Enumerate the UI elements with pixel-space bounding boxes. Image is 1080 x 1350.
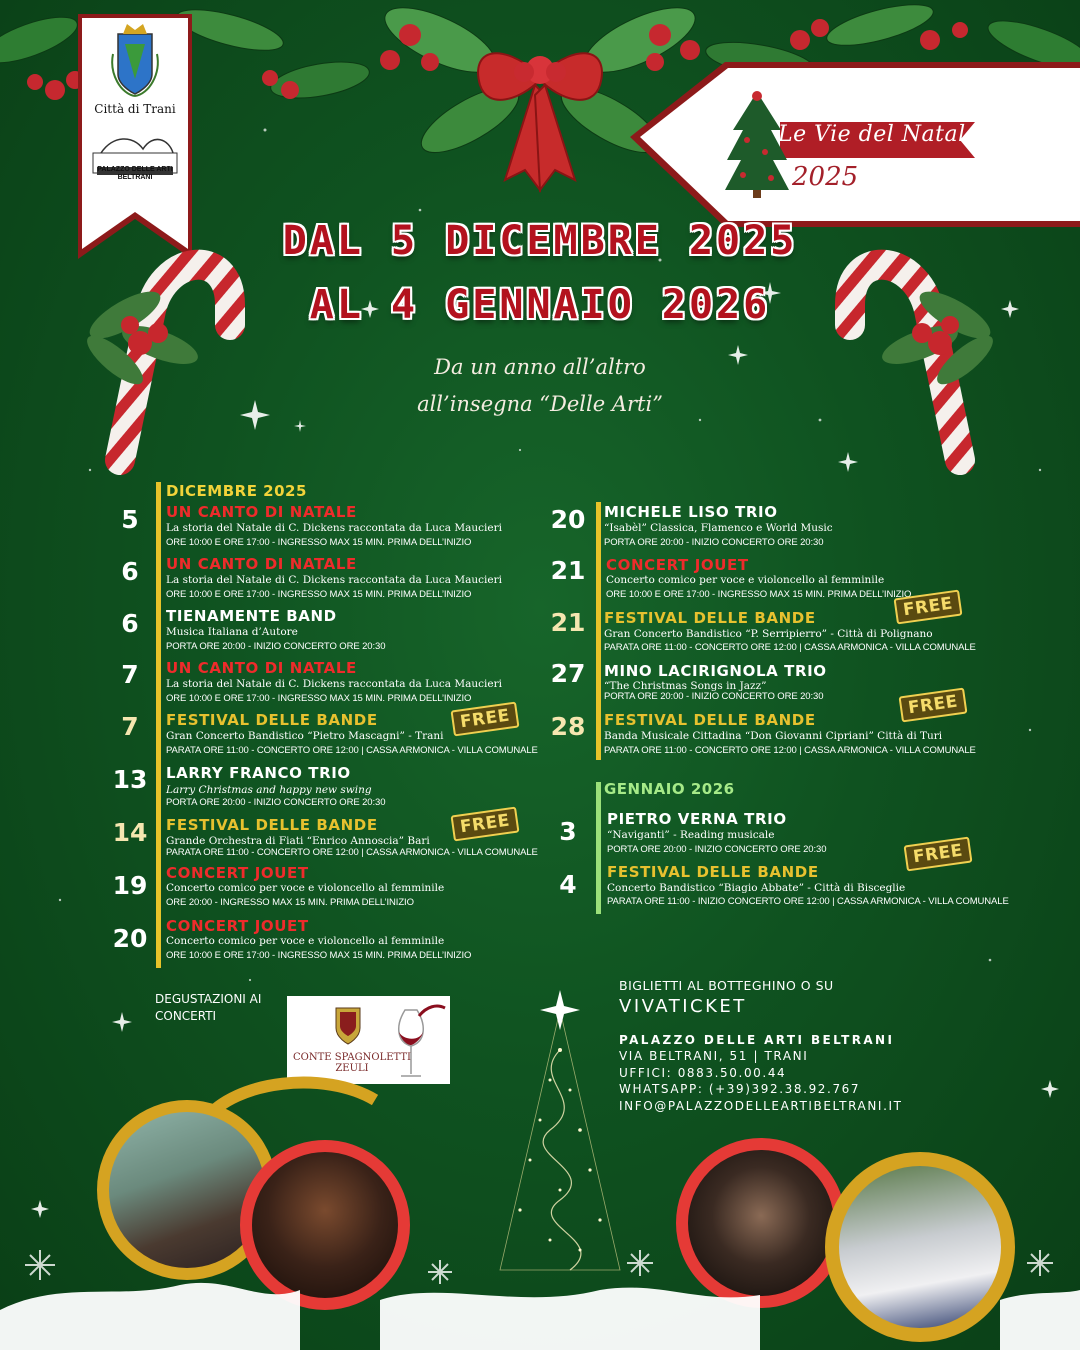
event-desc: Gran Concerto Bandistico “P. Serripierro” - Città di Polignano [604,628,933,640]
event-desc: Concerto comico per voce e violoncello al femminile [606,574,885,586]
event-day: 28 [550,712,586,741]
event-info: PARATA ORE 11:00 - INIZIO CONCERTO ORE 12:00 | CASSA ARMONICA - VILLA COMUNALE [607,896,1009,907]
event-info: PORTA ORE 20:00 - INIZIO CONCERTO ORE 20:30 [607,844,827,855]
event-info: PORTA ORE 20:00 - INIZIO CONCERTO ORE 20:30 [166,797,386,808]
event-info: PARATA ORE 11:00 - CONCERTO ORE 12:00 | CASSA ARMONICA - VILLA COMUNALE [166,745,538,756]
event-day: 27 [550,659,586,688]
event-desc: “The Christmas Songs in Jazz” [604,680,767,692]
sponsor-crest-icon [336,1008,360,1044]
whatsapp-number[interactable]: WHATSAPP: (+39)392.38.92.767 [619,1082,861,1096]
headline-date-end: AL 4 GENNAIO 2026 [309,282,771,328]
event-info: ORE 20:00 - INGRESSO MAX 15 MIN. PRIMA DELL’INIZIO [166,897,414,908]
tasting-line-1: DEGUSTAZIONI AI [155,992,262,1006]
subtitle-line-2: all’insegna “Delle Arti” [417,392,663,416]
tasting-line-2: CONCERTI [155,1009,217,1024]
event-desc: Concerto comico per voce e violoncello al femminile [166,935,445,947]
event-info: ORE 10:00 E ORE 17:00 - INGRESSO MAX 15 MIN. PRIMA DELL’INIZIO [166,950,472,961]
event-day: 6 [121,557,139,586]
event-title: CONCERT JOUET [606,556,749,574]
event-desc: Concerto Bandistico “Biagio Abbate” - Città di Bisceglie [607,882,906,894]
event-title: MINO LACIRIGNOLA TRIO [604,662,827,680]
headline-date-start: DAL 5 DICEMBRE 2025 [282,218,798,264]
event-day: 14 [112,818,148,847]
tasting-note [155,991,261,1026]
vivaticket-link[interactable]: VIVATICKET [619,996,747,1017]
event-day: 5 [121,505,139,534]
email-link[interactable]: INFO@PALAZZODELLEARTIBELTRANI.IT [619,1099,903,1113]
event-desc: Concerto comico per voce e violoncello al femminile [166,882,445,894]
venue-name: PALAZZO DELLE ARTI BELTRANI [619,1033,895,1047]
event-title: FESTIVAL DELLE BANDE [604,609,816,627]
office-phone[interactable]: UFFICI: 0883.50.00.44 [619,1066,787,1080]
event-title: PIETRO VERNA TRIO [607,810,787,828]
event-day: 7 [121,660,139,689]
subtitle-line-1: Da un anno all’altro [434,355,646,379]
december-heading: DICEMBRE 2025 [166,482,307,500]
snowflake-border [0,1190,1080,1350]
event-desc: “Isabèl” Classica, Flamenco e World Music [604,522,833,534]
event-day: 6 [121,609,139,638]
event-info: PORTA ORE 20:00 - INIZIO CONCERTO ORE 20:30 [604,691,824,702]
event-title: TIENAMENTE BAND [166,607,337,625]
event-day: 20 [112,924,148,953]
event-title: CONCERT JOUET [166,917,309,935]
event-desc: Gran Concerto Bandistico “Pietro Mascagni” - Trani [166,730,444,742]
event-info: PORTA ORE 20:00 - INIZIO CONCERTO ORE 20:30 [166,641,386,652]
event-title: FESTIVAL DELLE BANDE [604,711,816,729]
event-info: PORTA ORE 20:00 - INIZIO CONCERTO ORE 20:30 [604,537,824,548]
event-desc: Banda Musicale Cittadina “Don Giovanni Cipriani” Città di Turi [604,730,943,742]
event-info: PARATA ORE 11:00 - CONCERTO ORE 12:00 | CASSA ARMONICA - VILLA COMUNALE [604,642,976,653]
event-desc: Musica Italiana d’Autore [166,626,298,638]
event-day: 4 [559,870,577,899]
event-title: MICHELE LISO TRIO [604,503,778,521]
event-title: LARRY FRANCO TRIO [166,764,351,782]
event-info: ORE 10:00 E ORE 17:00 - INGRESSO MAX 15 MIN. PRIMA DELL’INIZIO [166,589,472,600]
event-desc: “Naviganti” - Reading musicale [607,829,775,841]
festival-title: Le Vie del Natale [778,122,980,147]
event-title: FESTIVAL DELLE BANDE [166,711,378,729]
event-info: PARATA ORE 11:00 - CONCERTO ORE 12:00 | CASSA ARMONICA - VILLA COMUNALE [604,745,976,756]
free-badge: FREE [451,807,520,842]
free-badge: FREE [451,702,520,737]
free-badge: FREE [894,590,963,625]
event-day: 3 [559,817,577,846]
event-desc: La storia del Natale di C. Dickens raccontata da Luca Maucieri [166,678,502,690]
event-info: PARATA ORE 11:00 - CONCERTO ORE 12:00 | CASSA ARMONICA - VILLA COMUNALE [166,847,538,858]
event-desc: Grande Orchestra di Fiati “Enrico Annoscia” Bari [166,835,430,847]
palazzo-logo-text: PALAZZO DELLE ARTI BELTRANI [97,166,173,182]
venue-address: VIA BELTRANI, 51 | TRANI [619,1049,809,1063]
january-heading: GENNAIO 2026 [604,780,735,798]
city-crest-icon [112,24,158,96]
festival-year: 2025 [792,162,859,192]
event-title: FESTIVAL DELLE BANDE [607,863,819,881]
event-info: ORE 10:00 E ORE 17:00 - INGRESSO MAX 15 MIN. PRIMA DELL’INIZIO [606,589,912,600]
tickets-note: BIGLIETTI AL BOTTEGHINO O SU [619,978,834,993]
event-title: UN CANTO DI NATALE [166,555,357,573]
event-day: 21 [550,556,586,585]
event-info: ORE 10:00 E ORE 17:00 - INGRESSO MAX 15 MIN. PRIMA DELL’INIZIO [166,693,472,704]
free-badge: FREE [899,688,968,723]
free-badge: FREE [904,837,973,872]
sponsor-name: CONTE SPAGNOLETTI ZEULI [293,1052,411,1074]
event-title: FESTIVAL DELLE BANDE [166,816,378,834]
event-desc: La storia del Natale di C. Dickens raccontata da Luca Maucieri [166,574,502,586]
event-day: 13 [112,765,148,794]
event-day: 20 [550,505,586,534]
event-desc: La storia del Natale di C. Dickens raccontata da Luca Maucieri [166,522,502,534]
event-title: UN CANTO DI NATALE [166,503,357,521]
event-info: ORE 10:00 E ORE 17:00 - INGRESSO MAX 15 MIN. PRIMA DELL’INIZIO [166,537,472,548]
event-desc: Larry Christmas and happy new swing [166,784,372,796]
event-day: 21 [550,608,586,637]
city-name: Città di Trani [94,102,176,116]
event-day: 19 [112,871,148,900]
event-day: 7 [121,712,139,741]
event-title: CONCERT JOUET [166,864,309,882]
event-title: UN CANTO DI NATALE [166,659,357,677]
